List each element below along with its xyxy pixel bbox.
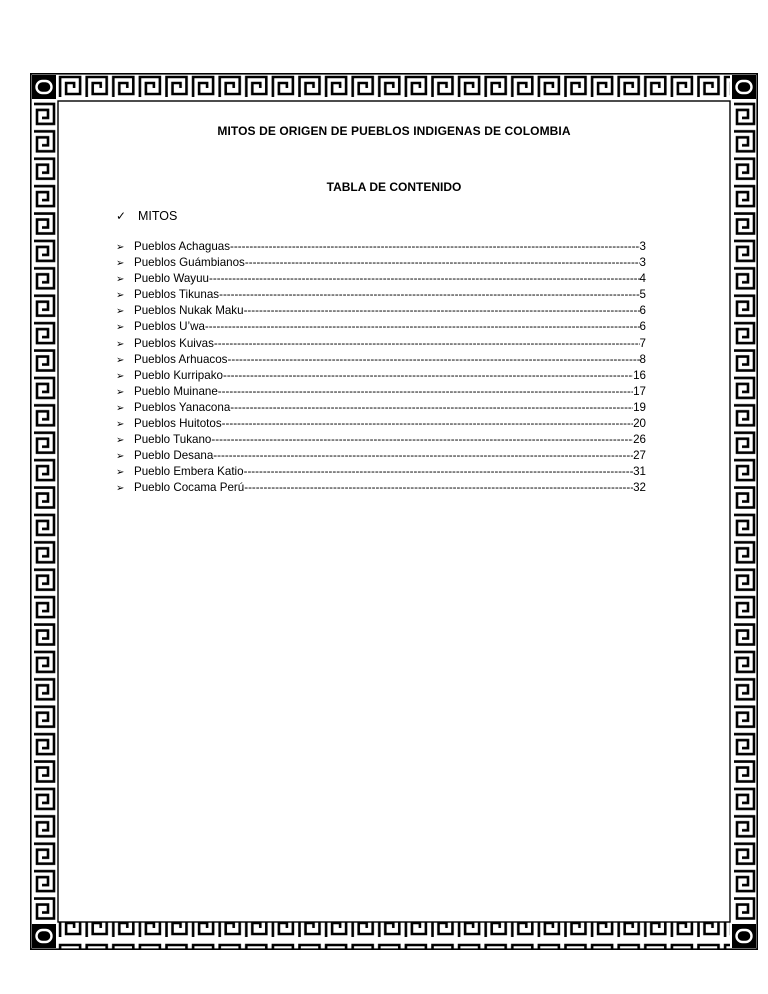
arrow-bullet-icon: ➢ — [116, 451, 125, 463]
toc-entry-label: Pueblos Arhuacos — [134, 352, 228, 366]
toc-entry-page: 4 — [639, 272, 646, 286]
toc-entry-label: Pueblo Muinane — [134, 384, 218, 398]
toc-entry — [116, 384, 646, 400]
toc-entry-label: Pueblo Desana — [134, 449, 214, 463]
dot-leader — [244, 480, 633, 496]
toc-entry-label: Pueblo Tukano — [134, 433, 212, 447]
arrow-bullet-icon: ➢ — [116, 467, 125, 479]
toc-entry — [116, 464, 646, 480]
dot-leader — [223, 368, 633, 384]
arrow-bullet-icon: ➢ — [116, 322, 125, 334]
toc-heading: TABLA DE CONTENIDO — [326, 180, 462, 194]
dot-leader — [205, 319, 640, 335]
arrow-bullet-icon: ➢ — [116, 402, 125, 414]
toc-entry-page: 32 — [633, 481, 646, 495]
arrow-bullet-icon: ➢ — [116, 370, 125, 382]
document-title: MITOS DE ORIGEN DE PUEBLOS INDIGENAS DE COLOMBIA — [217, 124, 571, 138]
arrow-bullet-icon: ➢ — [116, 258, 125, 270]
toc-entry — [116, 336, 646, 352]
toc-entry-label: Pueblos Guámbianos — [134, 256, 245, 270]
toc-entry-page: 17 — [633, 384, 646, 398]
toc-entry — [116, 368, 646, 384]
dot-leader — [213, 448, 633, 464]
dot-leader — [227, 352, 639, 368]
arrow-bullet-icon: ➢ — [116, 338, 125, 350]
toc-entry — [116, 319, 646, 335]
check-icon: ✓ — [116, 209, 127, 223]
toc-entry-page: 6 — [639, 304, 646, 318]
toc-entry-label: Pueblos Achaguas — [134, 240, 231, 253]
toc-entry-label: Pueblos Yanacona — [134, 400, 231, 414]
toc-entry — [116, 239, 646, 255]
arrow-bullet-icon: ➢ — [116, 419, 125, 431]
toc-entry-label: Pueblo Embera Katio — [134, 465, 244, 479]
toc-entry-page: 26 — [633, 433, 646, 447]
toc-entry-page: 31 — [633, 465, 646, 479]
dot-leader — [209, 271, 640, 287]
toc-list — [116, 239, 646, 497]
toc-entry-page: 6 — [639, 320, 646, 334]
toc-entry-label: Pueblo Kurripako — [134, 368, 223, 382]
toc-entry-label: Pueblos Kuivas — [134, 336, 214, 350]
toc-entry-page: 20 — [633, 417, 646, 431]
page-content — [30, 73, 758, 950]
dot-leader — [222, 416, 633, 432]
toc-entry-page: 3 — [639, 256, 646, 270]
toc-entry-label: Pueblo Wayuu — [134, 272, 209, 286]
dot-leader — [211, 432, 633, 448]
dot-leader — [244, 303, 640, 319]
dot-leader — [219, 287, 639, 303]
toc-entry — [116, 400, 646, 416]
toc-entry — [116, 271, 646, 287]
arrow-bullet-icon: ➢ — [116, 274, 125, 286]
dot-leader — [218, 384, 633, 400]
section-label: MITOS — [138, 209, 178, 223]
dot-leader — [230, 400, 633, 416]
toc-entry-page: 19 — [633, 400, 646, 414]
toc-entry — [116, 287, 646, 303]
arrow-bullet-icon: ➢ — [116, 290, 125, 302]
toc-entry — [116, 303, 646, 319]
toc-entry — [116, 352, 646, 368]
dot-leader — [244, 464, 634, 480]
toc-entry-label: Pueblos Tikunas — [134, 288, 220, 302]
toc-entry-page: 3 — [639, 240, 646, 253]
toc-entry-label: Pueblos Nukak Maku — [134, 304, 244, 318]
arrow-bullet-icon: ➢ — [116, 242, 125, 253]
arrow-bullet-icon: ➢ — [116, 435, 125, 447]
toc-entry — [116, 480, 646, 496]
toc-entry — [116, 432, 646, 448]
toc-entry-page: 8 — [639, 352, 646, 366]
toc-entry-label: Pueblos Huitotos — [134, 417, 222, 431]
arrow-bullet-icon: ➢ — [116, 386, 125, 398]
toc-entry — [116, 255, 646, 271]
toc-entry-label: Pueblos U’wa — [134, 320, 205, 334]
toc-entry-page: 27 — [633, 449, 646, 463]
toc-entry — [116, 448, 646, 464]
dot-leader — [214, 336, 640, 352]
arrow-bullet-icon: ➢ — [116, 306, 125, 318]
dot-leader — [230, 239, 640, 255]
arrow-bullet-icon: ➢ — [116, 354, 125, 366]
toc-entry-page: 16 — [633, 368, 646, 382]
dot-leader — [245, 255, 640, 271]
toc-entry — [116, 416, 646, 432]
section-heading — [116, 209, 177, 223]
toc-entry-page: 5 — [639, 288, 646, 302]
toc-entry-label: Pueblo Cocama Perú — [134, 481, 245, 495]
arrow-bullet-icon: ➢ — [116, 483, 125, 495]
toc-entry-page: 7 — [639, 336, 646, 350]
